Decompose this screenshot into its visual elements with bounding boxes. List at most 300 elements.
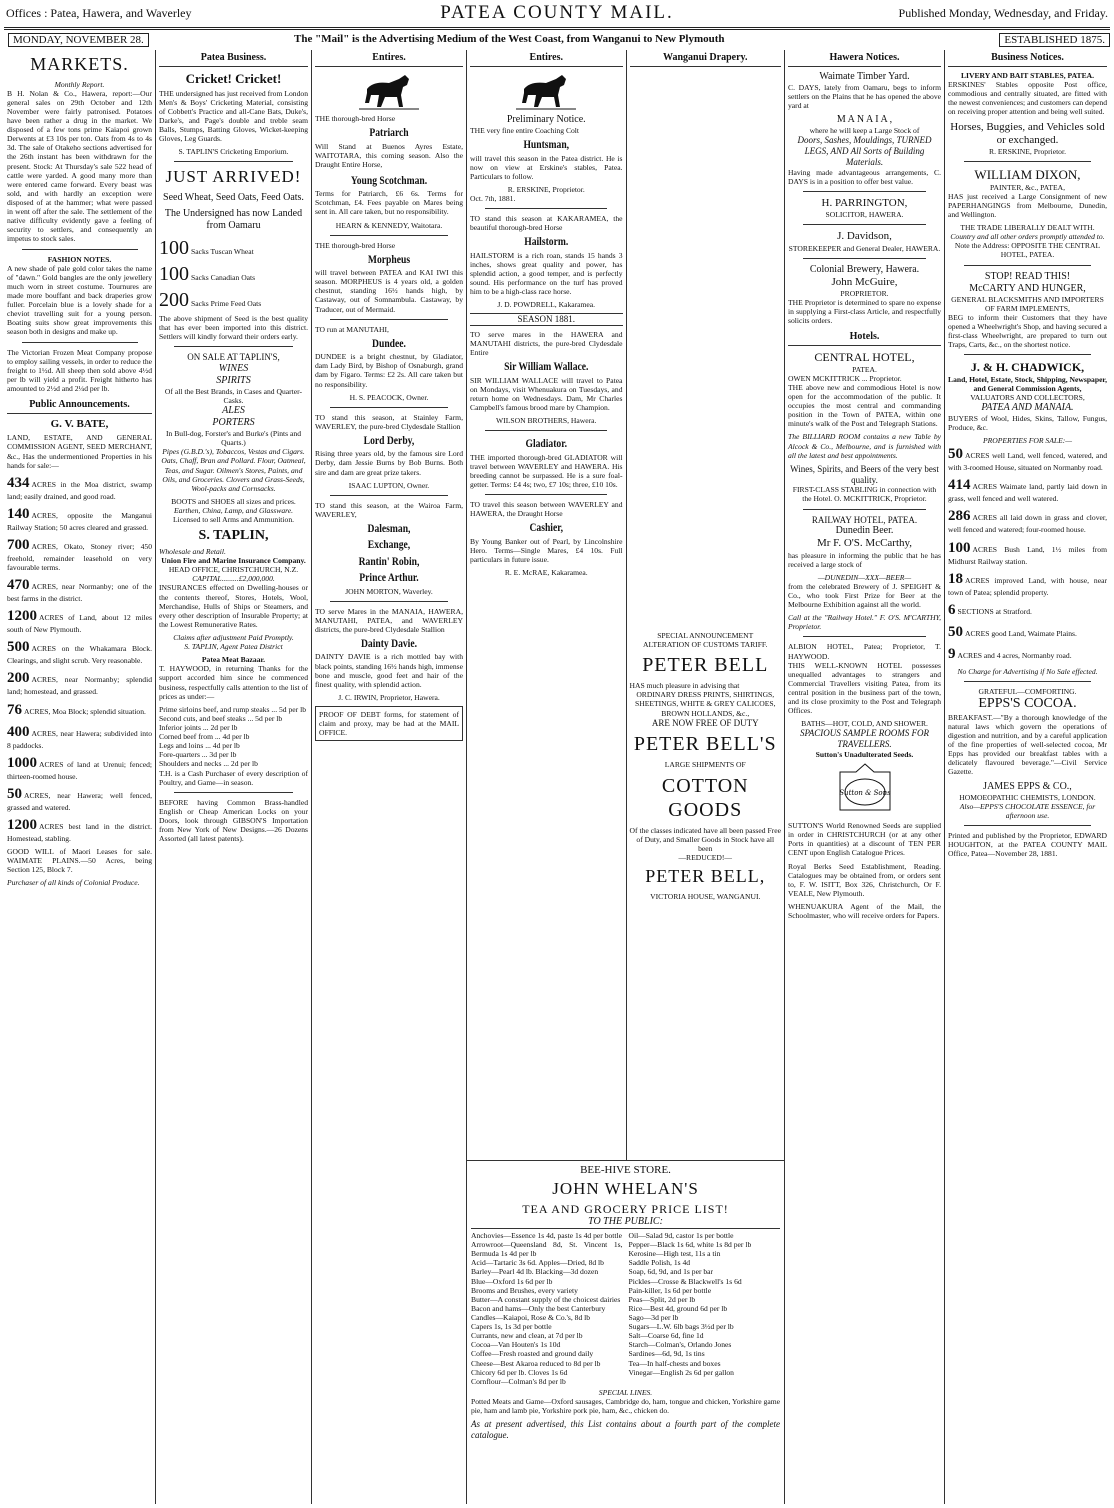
dixon: WILLIAM DIXON, xyxy=(974,167,1081,183)
property-number: 140 xyxy=(7,505,30,522)
grocery-item: Saddle Polish, 1s 4d xyxy=(628,1258,691,1268)
property-text: ACRES, near Hawera; subdivided into 8 paddocks. xyxy=(7,728,152,750)
horse-intro: TO stand this season, at Stainley Farm, WAVERLEY, the pure-bred Clydesdale Stallion xyxy=(315,412,463,431)
property-item xyxy=(7,816,152,843)
horse-text: will travel this season in the Patea district. He is now on view at Erskine's stables, Patea. Particulars to follow. xyxy=(470,153,623,181)
property-number: 1200 xyxy=(7,816,37,833)
wines: WINES xyxy=(218,362,249,374)
motto: The "Mail" is the Advertising Medium of the West Coast, from Wanganui to New Plymouth xyxy=(294,33,725,45)
seal-text: Sutton & Sons xyxy=(838,789,891,798)
owner: J. C. IRWIN, Proprietor, Hawera. xyxy=(338,692,440,702)
sample-rooms: SPACIOUS SAMPLE ROOMS FOR TRAVELLERS. xyxy=(799,728,930,750)
grocery-item: Cornflour—Colman's 8d per lb xyxy=(471,1376,566,1386)
mccarthy-text: has pleasure in informing the public that he has received a large stock of xyxy=(788,550,941,569)
section-heading: Patea Business. xyxy=(159,50,308,67)
property-item xyxy=(7,576,152,603)
horse-icon xyxy=(516,71,576,111)
smith-text: BEG to inform their Customers that they have opened a Wheelwright's Shop, and having secured a first-class Wheelwright, are prepared to turn out Traps, Carts, &c., on the shortest notice. xyxy=(948,312,1107,350)
divider xyxy=(4,27,1110,28)
horse-text: By Young Banker out of Pearl, by Lincolnshire Hero. Terms—Single Mares, £4 10s. Full particulars in future issue. xyxy=(470,536,623,565)
property-number: 9 xyxy=(948,645,956,662)
beehive-store: BEE-HIVE STORE. xyxy=(580,1164,671,1176)
landed-line: The Undersigned has now Landed from Oamaru xyxy=(164,207,303,231)
james-epps: JAMES EPPS & CO., xyxy=(983,780,1072,792)
property-item xyxy=(7,669,152,696)
bazaar-foot: T.H. is a Cash Purchaser of every description of Poultry, and Game—in season. xyxy=(159,768,308,787)
horses-buggies: Horses, Buggies, and Vehicles sold or exchanged. xyxy=(950,120,1105,146)
property-number: 434 xyxy=(7,474,30,491)
prelim-heading: Preliminary Notice. xyxy=(506,114,586,125)
proprietor: PROPRIETOR. xyxy=(840,288,889,298)
markets-heading: MARKETS. xyxy=(30,54,129,74)
billiard: The BILLIARD ROOM contains a new Table by Alcock & Co., Melbourne, and is furnished with all the latest and best appointments. xyxy=(788,432,941,460)
days-text: C. DAYS, lately from Oamaru, begs to inform settlers on the Plains that he has opened the above yard at xyxy=(788,83,941,111)
owner: J. D. POWDRELL, Kakaramea. xyxy=(497,300,596,310)
grocery-item: Salt—Coarse 6d, fine 1d xyxy=(628,1331,704,1341)
earthenware: Earthen, China, Lamp, and Glassware. xyxy=(173,505,294,515)
central-text: THE above new and commodious Hotel is now open for the accommodation of the public. It occupies the most central and commanding position in the Town of PATEA, within one minute's walk of the Post and Telegraph Stations. xyxy=(788,382,941,429)
horse-name: Dainty Davie. xyxy=(361,636,417,651)
grocery-item: Kerosine—High test, 11s a tin xyxy=(628,1249,721,1259)
property-number: 50 xyxy=(948,446,963,463)
licensed: Licensed to sell Arms and Ammunition. xyxy=(172,515,295,525)
properties-sale: PROPERTIES FOR SALE:— xyxy=(982,436,1072,446)
grocery-item: Sago—3d per lb xyxy=(628,1312,679,1322)
cricket-text: THE undersigned has just received from London Men's & Boys' Cricketing Material, consisting of Cobbett's Practice and all-Cane Bats, Duke's, Darke's, and Page's double and treble seam Balls, Stumps, Batting Gloves, Wicket-keeping Gloves, Leg Guards. xyxy=(159,88,308,144)
goods-list: ORDINARY DRESS PRINTS, SHIRTINGS, SHEETINGS, WHITE & GREY CALICOES, BROWN HOLLANDS, &c., xyxy=(635,690,776,718)
grocery-item: Anchovies—Essence 1s 4d, paste 1s 4d per bottle xyxy=(471,1230,622,1240)
market-report: B H. Nolan & Co., Hawera, report:—Our general sales on 29th October and 12th November were fairly patronised. Potatoes have been rather a drug in the market. We disposed of a few tons prime Kaiapoi grown Derwents at £3 10s per ton. Oats from 4s to 4s 3d. The sale of Otakeho sections advertised for the 26th instant has been withdrawn for the present. Stock: At Thursday's sale 522 head of cattle were yarded. A good many more than were entered came forward. Every beast was sold, and with hardly an exception were disposed of at the hammer; what were passed in went off after the sale. The settlement of the native difficulty evidently gave a feeling of security to settlers, and consequently an impetus to stock sales. xyxy=(7,88,152,244)
property-text: ACRES Bush Land, 1½ miles from Midhurst Railway station. xyxy=(948,544,1107,566)
price-list xyxy=(159,705,308,769)
property-item xyxy=(948,623,1107,641)
agent: S. TAPLIN, Agent Patea District xyxy=(184,642,283,652)
stop: STOP! READ THIS! xyxy=(984,270,1071,282)
markets-sub: Monthly Report. xyxy=(54,79,105,89)
owner: JOHN MORTON, Waverley. xyxy=(345,586,433,596)
beehive-advert xyxy=(467,1160,784,1444)
peter-bell: PETER BELL xyxy=(642,654,769,677)
property-text: ACRES and 4 acres, Normanby road. xyxy=(957,650,1072,660)
property-number: 100 xyxy=(948,539,971,556)
union-heading: Union Fire and Marine Insurance Company. xyxy=(161,556,306,566)
fashion-heading: FASHION NOTES. xyxy=(47,254,112,264)
timber-yard: Waimate Timber Yard. xyxy=(819,71,910,82)
grocery-item: Arrowroot—Queensland 8d, St. Vincent 1s, Bermuda 1s 4d per lb xyxy=(471,1240,623,1259)
horse-name: Dundee. xyxy=(372,335,406,350)
grocery-item: Vinegar—English 2s 6d per gallon xyxy=(628,1367,734,1377)
property-item xyxy=(7,701,152,719)
owner: R. ERSKINE, Proprietor. xyxy=(507,184,585,194)
horse-intro: THE thorough-bred Horse xyxy=(315,114,396,123)
property-number: 200 xyxy=(7,670,30,687)
property-item xyxy=(7,536,152,572)
horse-intro: THE very fine entire Coaching Colt xyxy=(470,126,580,135)
ales: ALES xyxy=(222,405,245,417)
property-text: SECTIONS at Stratford. xyxy=(957,606,1032,616)
horse-list xyxy=(315,521,463,585)
property-item xyxy=(7,723,152,750)
property-text: ACRES, near Normanby; splendid land; homestead, and grassed. xyxy=(7,675,152,697)
sack-number: 200 xyxy=(159,288,189,311)
valuators: VALUATORS AND COLLECTORS, xyxy=(970,392,1085,402)
peter-bells: PETER BELL'S xyxy=(633,733,777,756)
sack-item xyxy=(159,288,308,312)
no-charge: No Charge for Advertising if No Sale effected. xyxy=(957,666,1098,676)
country: Country and all other orders promptly attended to. xyxy=(950,232,1105,242)
chadwick: J. & H. CHADWICK, xyxy=(970,360,1085,375)
grocery-item: Oil—Salad 9d, castor 1s per bottle xyxy=(628,1230,734,1240)
price-list-title: TEA AND GROCERY PRICE LIST! xyxy=(522,1201,729,1216)
column-entires-2 xyxy=(467,50,627,1160)
cricket-heading: Cricket! Cricket! xyxy=(185,71,282,86)
trade: THE TRADE LIBERALLY DEALT WITH. xyxy=(960,223,1095,233)
horse-name: Huntsman, xyxy=(523,137,570,152)
property-item xyxy=(948,645,1107,663)
horse-name: Prince Arthur. xyxy=(359,570,419,585)
bazaar-text: T. HAYWOOD, in returning Thanks for the support accorded him since he commenced business, respectfully calls attention to the list of prices as under:— xyxy=(159,664,308,701)
property-item xyxy=(7,754,152,781)
davidson: J. Davidson, xyxy=(837,230,892,243)
property-text: ACRES, near Hawera; well fenced, grassed and watered. xyxy=(7,790,152,812)
sack-text: Sacks Tuscan Wheat xyxy=(191,246,254,256)
call: Call at the "Railway Hotel." F. O'S. M'CARTHY, Proprietor. xyxy=(788,613,941,632)
livery-text: ERSKINES' Stables opposite Post office, commodious and centrally situated, are fitted with the newest conveniences; and customers can depend on receiving proper attention and being well suited. xyxy=(948,80,1107,117)
property-item xyxy=(7,505,152,532)
alteration: ALTERATION OF CUSTOMS TARIFF. xyxy=(643,640,768,650)
sack-item xyxy=(159,236,308,260)
price-item: Prime sirloins beef, and rump steaks ... 5d per lb xyxy=(159,704,306,714)
grocery-item: Tea—In half-chests and boxes xyxy=(628,1358,721,1368)
porters-text: In Bull-dog, Forster's and Burke's (Pints and Quarts.) xyxy=(166,429,301,448)
section-heading: Business Notices. xyxy=(948,50,1107,67)
beehive-footer: As at present advertised, this List contains about a fourth part of the complete catalogue. xyxy=(471,1419,780,1440)
column-entires-2-wrapper xyxy=(467,50,785,1504)
grocery-item: Chicory 6d per lb. Cloves 1s 6d xyxy=(471,1367,568,1377)
divider xyxy=(4,29,1110,30)
property-text: ACRES, opposite the Manganui Railway Station; 50 acres cleared and grassed. xyxy=(7,510,152,532)
newspaper-title: PATEA COUNTY MAIL. xyxy=(440,2,674,23)
column-patea-business xyxy=(156,50,312,1504)
date: Oct. 7th, 1881. xyxy=(470,193,516,203)
owen: OWEN MCKITTRICK ... Proprietor. xyxy=(788,373,902,383)
erskine: R. ERSKINE, Proprietor. xyxy=(989,146,1066,156)
wines-text: Of all the Best Brands, in Cases and Quarter-Casks. xyxy=(164,386,303,405)
property-number: 500 xyxy=(7,639,30,656)
property-number: 18 xyxy=(948,570,963,587)
horse-name: Lord Derby, xyxy=(363,432,415,447)
property-item xyxy=(948,476,1107,503)
grocery-item: Cheese—Best Akaroa reduced to 8d per lb xyxy=(471,1358,601,1368)
blacksmiths: GENERAL BLACKSMITHS AND IMPORTERS OF FARM IMPLEMENTS, xyxy=(951,294,1104,313)
xxx-text: from the celebrated Brewery of J. SPEIGHT & Co., who took First Prize for Beer at the Melbourne Exhibition against all the world. xyxy=(788,581,941,610)
places: PATEA AND MANAIA. xyxy=(981,401,1074,413)
taplin-name: S. TAPLIN, xyxy=(198,528,269,544)
horse-name: Morpheus xyxy=(367,251,411,266)
horse-text: SIR WILLIAM WALLACE will travel to Patea on Mondays, visit Whenuakura on Tuesdays, and return home on Wednesdays. Dam, Mr Charles Campbell's famous brood mare by Champion. xyxy=(470,375,623,413)
owner: WILSON BROTHERS, Hawera. xyxy=(496,416,597,426)
property-text: ACRES of land at Urenui; fenced; thirteen-roomed house. xyxy=(7,759,152,781)
property-number: 76 xyxy=(7,701,22,718)
patea: PATEA. xyxy=(852,364,877,374)
spirits: SPIRITS xyxy=(216,374,251,386)
horse-text: THE imported thorough-bred GLADIATOR will travel between WAVERLEY and HAWERA. His breeding cannot be surpassed. He is a sure foal-getter. Terms: £4 4s; two, £7 10s; three, £10 10s. xyxy=(470,452,623,490)
grocery-item: Currants, new and clean, at 7d per lb xyxy=(471,1331,583,1341)
masthead-publication: Published Monday, Wednesday, and Friday. xyxy=(898,6,1108,20)
horse-intro: TO stand this season at KAKARAMEA, the beautiful thorough-bred Horse xyxy=(470,214,623,233)
mccarty: McCARTY AND HUNGER, xyxy=(969,282,1086,294)
sutton-text: SUTTON'S World Renowned Seeds are supplied in order in CHRISTCHURCH (or at any other Ports in quantities) at a discount of TEN PER CENT upon English Catalogue Prices. xyxy=(788,821,941,858)
horse-name: Hailstorm. xyxy=(524,234,569,249)
grocery-item: Acid—Tartaric 3s 6d. Apples—Dried, 8d lb xyxy=(471,1258,604,1268)
whelan: JOHN WHELAN'S xyxy=(552,1179,699,1199)
horse-text: Terms for Patriarch, £6 6s. Terms for Scotchman, £4. Fees payable on Mares being sent in. All care taken, but no responsibility. xyxy=(315,189,463,217)
sutton-heading: Sutton's Unadulterated Seeds. xyxy=(815,750,914,759)
sundries: Pipes (G.B.D.'s), Tobaccos, Vestas and Cigars. Oats, Chaff, Bran and Pollard. Flour, Oatmeal, Teas, and Sugar. Oilmen's Stores, Paints, and Oils, and Groceries. Clovers and Grass-Seeds, Wool-packs and Cornsacks. xyxy=(161,447,306,493)
property-text: ACRES best land in the district. Homestead, stabling. xyxy=(7,821,152,843)
manaia: M A N A I A , xyxy=(836,114,893,126)
property-item xyxy=(948,570,1107,597)
owner: H. S. PEACOCK, Owner. xyxy=(349,392,429,402)
grocery-item: Barley—Pearl 4d lb. Blacking—3d dozen xyxy=(471,1267,599,1277)
mcguire: John McGuire, xyxy=(831,275,898,288)
property-item xyxy=(948,507,1107,534)
boots: BOOTS and SHOES all sizes and prices. xyxy=(171,496,296,506)
stock-line: where he will keep a Large Stock of xyxy=(809,126,920,136)
railway-hotel: RAILWAY HOTEL, PATEA. xyxy=(811,514,918,525)
buyers: BUYERS of Wool, Hides, Skins, Tallow, Fungus, Produce, &c. xyxy=(948,413,1107,432)
property-list xyxy=(948,445,1107,663)
property-text: ACRES, Okato, Stoney river; 450 freehold, remainder leasehold on very favourable terms. xyxy=(7,541,152,573)
property-number: 400 xyxy=(7,723,30,740)
victoria-house: VICTORIA HOUSE, WANGANUI. xyxy=(650,891,761,901)
reduced: —REDUCED!— xyxy=(678,852,733,862)
property-number: 50 xyxy=(948,623,963,640)
grocery-item: Brooms and Brushes, every variety xyxy=(471,1285,578,1295)
horse-text: HAILSTORM is a rich roan, stands 15 hands 3 inches, shows great quality and power, has splendid action, a good temper, and is perfectly sound. His performance on the turf has proved him to be a high-class race horse. xyxy=(470,250,623,297)
price-item: Shoulders and necks ... 2d per lb xyxy=(159,759,258,769)
capital: CAPITAL.........£2,000,000. xyxy=(192,574,275,584)
property-text: ACRES well Land, well fenced, watered, and with 3-roomed House, situated on Normanby road. xyxy=(948,451,1107,473)
special-lines: SPECIAL LINES. xyxy=(598,1387,653,1397)
horse-name: Gladiator. xyxy=(525,436,568,451)
property-text: ACRES all laid down in grass and clover, well fenced and watered; four-roomed house. xyxy=(948,513,1107,535)
column-business-notices xyxy=(945,50,1110,1504)
horse-intro: THE thorough-bred Horse xyxy=(315,240,396,250)
taplin-sub: Wholesale and Retail. xyxy=(159,546,226,556)
grocery-item: Rice—Best 4d, ground 6d per lb xyxy=(628,1303,728,1313)
xxx-beer: —DUNEDIN—XXX—BEER— xyxy=(817,572,912,582)
season: SEASON 1881. xyxy=(470,313,623,326)
horse-intro: TO stand this season, at the Wairoa Farm, WAVERLEY, xyxy=(315,500,463,519)
sack-text: Sacks Prime Feed Oats xyxy=(191,298,262,308)
grocery-item: Starch—Colman's, Orlando Jones xyxy=(628,1340,732,1350)
price-item: Corned beef from ... 4d per lb xyxy=(159,732,250,742)
claims: Claims after adjustment Paid Promptly. xyxy=(173,632,294,642)
to-public: TO THE PUBLIC: xyxy=(471,1216,780,1229)
agent-name: G. V. BATE, xyxy=(50,418,109,431)
horse-name: Cashier, xyxy=(529,520,564,535)
horse-intro: TO travel this season between WAVERLEY and HAWERA, the Draught Horse xyxy=(470,500,623,519)
property-number: 286 xyxy=(948,508,971,525)
grocery-item: Candles—Kaiapoi, Rose & Co.'s, 8d lb xyxy=(471,1312,591,1322)
epps-text: BREAKFAST.—"By a thorough knowledge of the natural laws which govern the operations of digestion and nutrition, and by a careful application of the fine properties of well-selected cocoa, Mr Epps has provided our breakfast tables with a delicately flavoured beverage."—Civil Service Gazette. xyxy=(948,712,1107,777)
property-text: ACRES of Land, about 12 miles south of New Plymouth. xyxy=(7,613,152,635)
property-number: 470 xyxy=(7,577,30,594)
property-text: ACRES, Moa Block; splendid situation. xyxy=(24,706,146,716)
property-item xyxy=(948,539,1107,566)
cotton-text: Of the classes indicated have all been passed Free of Duty, and Smaller Goods in Stock have all been xyxy=(629,825,781,853)
property-item xyxy=(7,785,152,812)
insurance-text: INSURANCES effected on Dwelling-houses or the contents thereof, Stores, Hotels, Wool, Merchandise, Hulls of Ships or Steamers, and every other description of Insurable Property; at the Lowest Remunerative Rates. xyxy=(159,583,308,629)
horse-text: DAINTY DAVIE is a rich mottled bay with black points, standing 16½ hands high, immense bone and muscle, good feet and hair of the finest quality, with splendid action. xyxy=(315,652,463,689)
dateline xyxy=(4,32,1110,48)
frozen-meat-text: The Victorian Frozen Meat Company propose to employ sailing vessels, in order to reduce the freight to 1½d. All sheep then sold above 4½d per lb will yield a profit. Freight hitherto has amounted to 2½d and 2¼d per lb. xyxy=(7,347,152,393)
column-entires-1 xyxy=(312,50,467,1504)
horse-text: Rising three years old, by the famous sire Lord Derby, dam Jessie Burns by Bob Burns. Both sire and dam are great prize takers. xyxy=(315,449,463,477)
property-item xyxy=(948,601,1107,619)
property-number: 700 xyxy=(7,536,30,553)
price-item: Legs and loins ... 4d per lb xyxy=(159,741,240,751)
column-hawera-notices xyxy=(785,50,945,1504)
owner: ISAAC LUPTON, Owner. xyxy=(348,480,430,490)
property-text: ACRES Waimate land, partly laid down in grass, well fenced and well watered. xyxy=(948,482,1107,504)
public-heading: Public Announcements. xyxy=(7,397,152,414)
livery: LIVERY AND BAIT STABLES, PATEA. xyxy=(960,71,1095,80)
days-foot: Having made advantageous arrangements, C. DAYS is in a position to offer best value. xyxy=(788,167,941,186)
property-text: ACRES good Land, Waimate Plains. xyxy=(965,628,1077,638)
horse-name: Young Scotchman. xyxy=(350,172,428,187)
property-text: ACRES on the Whakamara Block. Clearings, and slight scrub. Very reasonable. xyxy=(7,644,152,666)
section-heading: Hawera Notices. xyxy=(788,50,941,67)
grocery-item: Sugars—L.W. 6lb bags 3½d per lb xyxy=(628,1322,734,1332)
grocery-item: Blue—Oxford 1s 6d per lb xyxy=(471,1276,553,1286)
baths: BATHS—HOT, COLD, AND SHOWER. xyxy=(801,719,928,729)
horse-icon xyxy=(359,71,419,111)
gibson-text: BEFORE having Common Brass-handled English or Cheap American Locks on your Doors, look through GIBSON'S Importation from New York of New Designs.—26 Dozens Assorted (all latest patents). xyxy=(159,797,308,844)
masthead-offices: Offices : Patea, Hawera, and Waverley xyxy=(6,6,192,20)
column-footer: Purchaser of all kinds of Colonial Produce. xyxy=(7,878,140,888)
price-item: Fore-quarters ... 3d per lb xyxy=(159,750,237,760)
grocery-item: Butter—A constant supply of the choicest dairies xyxy=(471,1294,621,1304)
property-item xyxy=(7,607,152,634)
owner: HEARN & KENNEDY, Waitotara. xyxy=(335,220,443,230)
horse-name: Sir William Wallace. xyxy=(504,359,589,374)
large-shipments: LARGE SHIPMENTS OF xyxy=(664,760,746,770)
epps-cocoa: EPPS'S COCOA. xyxy=(978,695,1077,711)
grocery-item: Peas—Split, 2d per lb xyxy=(628,1294,696,1304)
sack-number: 100 xyxy=(159,236,189,259)
porters: PORTERS xyxy=(212,417,255,429)
agent-desc: LAND, ESTATE, AND GENERAL COMMISSION AGENT, SEED MERCHANT, &c., Has the undermentioned Properties in his hands for sale:— xyxy=(7,433,152,470)
price-item: Second cuts, and beef steaks ... 5d per lb xyxy=(159,713,283,723)
horse-intro: TO serve Mares in the MANAIA, HAWERA, MANUTAHI, PATEA, and WAVERLEY districts, the pure-bred Clydesdale Stallion xyxy=(315,606,463,634)
stabling: FIRST-CLASS STABLING in connection with the Hotel. O. MCKITTRICK, Proprietor. xyxy=(792,485,937,504)
property-item xyxy=(948,445,1107,472)
property-text: ACRES in the Moa district, swamp land; easily drained, and good road. xyxy=(7,479,152,501)
fashion-text: A new shade of pale gold color takes the name of "dawn." Gold bangles are the only jewellery much worn in street costume. Tournures are made more bouffant and back draperies grow fuller. Porcelain blue is a lovely shade for a cheviot travelling suit for a young person. Boating suits show great improvements this season both in designs and make up. xyxy=(7,263,152,337)
just-arrived: JUST ARRIVED! xyxy=(165,167,302,187)
special-text: Potted Meats and Game—Oxford sausages, Cambridge do, ham, tongue and chicken, Yorkshire game pie, ham and lamb pie, Yorkshire pork pie, ham, &c., chicken do. xyxy=(471,1396,780,1416)
grocery-item: Bacon and hams—Only the best Canterbury xyxy=(471,1303,606,1313)
proof-notice: PROOF OF DEBT forms, for statement of claim and proxy, may be had at the MAIL OFFICE. xyxy=(315,706,463,741)
established: ESTABLISHED 1875. xyxy=(999,33,1110,47)
grocery-item: Sardines—6d, 9d, 1s tins xyxy=(628,1349,705,1359)
isitt: Royal Berks Seed Establishment, Reading. Catalogues may be obtained from, or orders sent to, F. W. ISITT, Box 326, Christchurch, Or F. VEALE, New Plymouth. xyxy=(788,861,941,898)
sack-list xyxy=(159,236,308,312)
horse-text: DUNDEE is a bright chestnut, by Gladiator, dam Lady Bird, by Bishop of Osnaburgh, grand dam by Figaro. Terms: £2 2s. All care taken but no responsibility. xyxy=(315,352,463,389)
property-text: ACRES improved Land, with house, near town of Patea; splendid property. xyxy=(948,575,1107,597)
property-number: 1000 xyxy=(7,754,37,771)
chocolate: Also—EPPS'S CHOCOLATE ESSENCE, for afternoon use. xyxy=(959,801,1096,820)
masthead xyxy=(0,0,1114,26)
horse-name: Patriarch xyxy=(369,125,409,140)
grocery-item: Coffee—Fresh roasted and ground daily xyxy=(471,1349,594,1359)
sack-text: Sacks Canadian Oats xyxy=(191,272,256,282)
dixon-text: HAS just received a Large Consignment of new PAPERHANGINGS from Melbourne, Dunedin, and Wellington. xyxy=(948,191,1107,219)
bazaar-heading: Patea Meat Bazaar. xyxy=(201,655,266,665)
peter-bell-sign: PETER BELL, xyxy=(645,866,766,886)
whenua: WHENUAKURA Agent of the Mail, the Schoolmaster, who will receive orders for Papers. xyxy=(788,901,941,921)
grocery-item: Pickles—Crosse & Blackwell's 1s 6d xyxy=(628,1276,742,1286)
sack-item xyxy=(159,262,308,286)
misc-notices: GOOD WILL of Maori Leases for sale. WAIMATE PLAINS.—50 Acres, being Section 125, Block 7. xyxy=(7,847,152,875)
sacks-text: The above shipment of Seed is the best quality that has ever been imported into this district. Settlers will kindly forward their orders early. xyxy=(159,313,308,341)
horse-intro: TO serve mares in the HAWERA and MANUTAHI districts, the pure-bred Clydesdale Entire xyxy=(470,330,623,358)
central-hotel: CENTRAL HOTEL, xyxy=(814,350,915,365)
free-of-duty: ARE NOW FREE OF DUTY xyxy=(651,717,759,728)
sutton-seal-icon xyxy=(830,762,900,818)
grocery-item: Pain-killer, 1s 6d per bottle xyxy=(628,1285,712,1295)
horse-intro: TO run at MANUTAHI, xyxy=(315,324,389,334)
grocery-list-left xyxy=(471,1231,623,1386)
storekeeper: STOREKEEPER and General Dealer, HAWERA. xyxy=(788,243,941,253)
issue-date: MONDAY, NOVEMBER 28. xyxy=(8,33,149,47)
solicitor: SOLICITOR, HAWERA. xyxy=(825,210,904,220)
property-number: 6 xyxy=(948,601,956,618)
horse-name: Exchange, xyxy=(367,537,411,552)
column-markets xyxy=(4,50,156,1504)
painter: PAINTER, &c., PATEA, xyxy=(990,182,1065,192)
albion: ALBION HOTEL, Patea; Proprietor, T. HAYWOOD. xyxy=(788,642,941,661)
wines-spirits: Wines, Spirits, and Beers of the very best quality. xyxy=(790,463,939,485)
section-heading: Entires. xyxy=(470,50,623,67)
brew-text: THE Proprietor is determined to spare no expense in supplying a First-class Article, and respectfully solicits orders. xyxy=(788,297,941,326)
horse-name: Dalesman, xyxy=(367,521,411,536)
doors: Doors, Sashes, Mouldings, TURNED LEGS, AND All Sorts of Building Materials. xyxy=(797,135,932,168)
hotels-heading: Hotels. xyxy=(788,329,941,346)
section-heading: Wanganui Drapery. xyxy=(630,50,782,67)
horse-text: Will Stand at Buenos Ayres Estate, WAITOTARA, this coming season. Also the Draught Entire Horse, xyxy=(315,141,463,169)
brewery: Colonial Brewery, Hawera. xyxy=(809,263,920,275)
property-number: 1200 xyxy=(7,608,37,625)
horse-text: will travel between PATEA and KAI IWI this season. MORPHEUS is 4 years old, a golden chestnut, standing 16½ hands high, by Castaway, out of Somnambula. Castaway, by Traducer, out of Mermaid. xyxy=(315,268,463,314)
column-wanganui-drapery xyxy=(627,50,785,1160)
grocery-list-right xyxy=(629,1231,781,1386)
printer-imprint: Printed and published by the Proprietor, EDWARD HOUGHTON, at the PATEA COUNTY MAIL Office, Patea—November 28, 1881. xyxy=(948,830,1107,859)
price-item: Inferior joints ... 2d per lb xyxy=(159,722,238,732)
property-item xyxy=(7,474,152,501)
sack-number: 100 xyxy=(159,262,189,285)
section-heading: Entires. xyxy=(315,50,463,67)
cricket-signature: S. TAPLIN'S Cricketing Emporium. xyxy=(178,147,289,157)
chadwick-sub: Land, Hotel, Estate, Stock, Shipping, Newspaper, and General Commission Agents, xyxy=(948,374,1108,393)
mccarthy: Mr F. O'S. McCarthy, xyxy=(816,537,913,550)
note-address: Note the Address: OPPOSITE THE CENTRAL HOTEL, PATEA. xyxy=(954,241,1101,260)
property-list xyxy=(7,474,152,843)
cotton-goods: COTTON GOODS xyxy=(661,774,749,821)
bell-text: HAS much pleasure in advising that xyxy=(629,681,740,691)
